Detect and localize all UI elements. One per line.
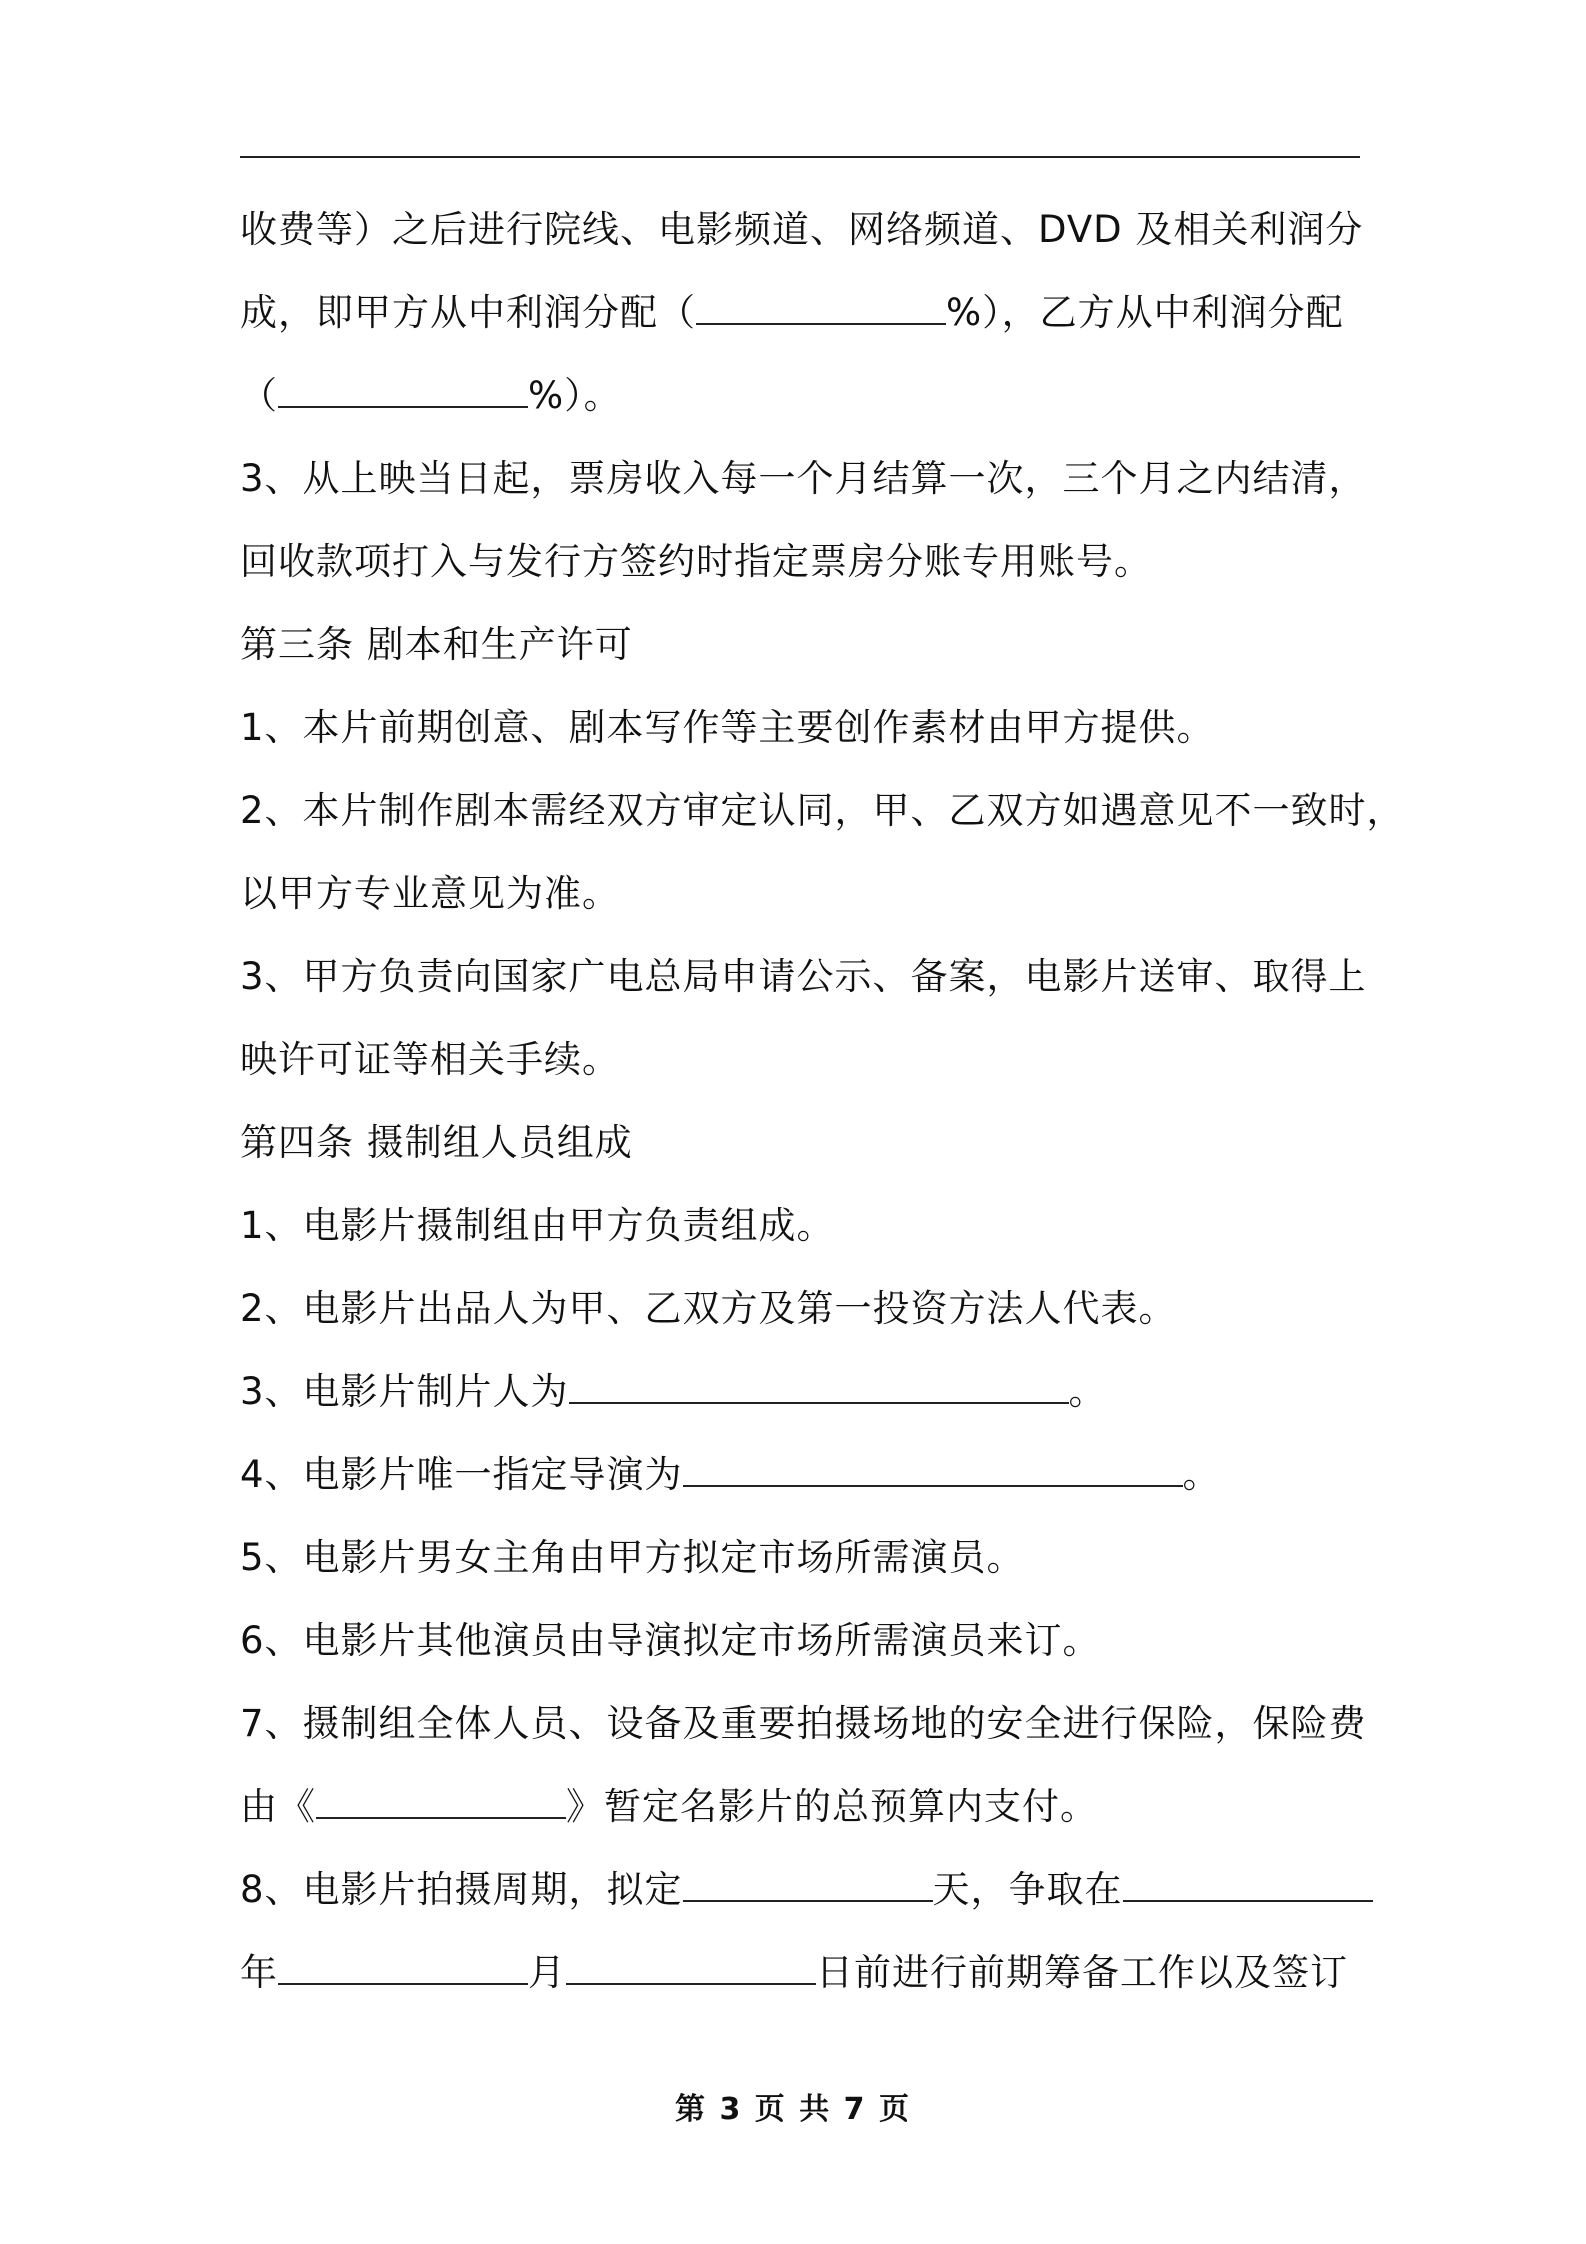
text-line xyxy=(240,869,1400,919)
text-segment: 日前进行前期筹备工作以及签订 xyxy=(816,1951,1348,1994)
text-line xyxy=(240,952,1400,1002)
text-line xyxy=(240,1450,1400,1500)
text-segment: 》暂定名影片的总预算内支付。 xyxy=(566,1785,1098,1828)
fill-in-blank xyxy=(683,1870,933,1902)
text-line xyxy=(240,1201,1400,1251)
fill-in-blank xyxy=(696,293,946,325)
fill-in-blank xyxy=(1123,1870,1373,1902)
text-segment: 月 xyxy=(528,1951,566,1994)
text-line xyxy=(240,205,1400,255)
text-segment: 。 xyxy=(1068,1370,1107,1413)
text-line xyxy=(240,1616,1400,1666)
text-segment: 天，争取在 xyxy=(932,1868,1123,1911)
fill-in-blank xyxy=(278,376,528,408)
text-segment: %）。 xyxy=(528,374,622,417)
text-segment: 年 xyxy=(240,1951,278,1994)
text-segment: 1、本片前期创意、剧本写作等主要创作素材由甲方提供。 xyxy=(240,706,1215,749)
text-line xyxy=(240,1284,1400,1334)
text-segment: 映许可证等相关手续。 xyxy=(240,1038,620,1081)
text-segment: 3、从上映当日起，票房收入每一个月结算一次，三个月之内结清， xyxy=(240,457,1367,500)
fill-in-blank xyxy=(569,1372,1069,1404)
text-line xyxy=(240,786,1405,836)
text-line xyxy=(240,1533,1400,1583)
fill-in-blank xyxy=(316,1787,566,1819)
fill-in-blank xyxy=(566,1953,816,1985)
text-segment: 2、本片制作剧本需经双方审定认同，甲、乙双方如遇意见不一致时， xyxy=(240,789,1405,832)
text-line xyxy=(240,1865,1400,1915)
section-heading xyxy=(240,620,1400,670)
text-segment: 1、电影片摄制组由甲方负责组成。 xyxy=(240,1204,835,1247)
text-segment: 5、电影片男女主角由甲方拟定市场所需演员。 xyxy=(240,1536,1025,1579)
text-segment: 第四条 摄制组人员组成 xyxy=(240,1121,633,1164)
text-segment: 3、甲方负责向国家广电总局申请公示、备案，电影片送审、取得上 xyxy=(240,955,1367,998)
text-segment: 7、摄制组全体人员、设备及重要拍摄场地的安全进行保险，保险费 xyxy=(240,1702,1367,1745)
text-segment: 4、电影片唯一指定导演为 xyxy=(240,1453,683,1496)
text-line xyxy=(240,288,1400,338)
text-line xyxy=(240,1035,1400,1085)
text-segment: %），乙方从中利润分配 xyxy=(946,291,1344,334)
text-segment: （ xyxy=(240,374,278,417)
section-heading xyxy=(240,1118,1400,1168)
page-number-footer: 第 3 页 共 7 页 xyxy=(675,2092,911,2127)
header-divider xyxy=(240,156,1360,158)
fill-in-blank xyxy=(683,1455,1183,1487)
text-segment: 2、电影片出品人为甲、乙双方及第一投资方法人代表。 xyxy=(240,1287,1177,1330)
text-line xyxy=(240,537,1400,587)
text-line xyxy=(240,1782,1400,1832)
text-line xyxy=(240,371,1400,421)
fill-in-blank xyxy=(278,1953,528,1985)
text-line xyxy=(240,1367,1400,1417)
text-segment: 收费等）之后进行院线、电影频道、网络频道、DVD 及相关利润分 xyxy=(240,208,1364,251)
text-line xyxy=(240,454,1400,504)
text-segment: 以甲方专业意见为准。 xyxy=(240,872,620,915)
text-line xyxy=(240,1948,1400,1998)
text-segment: 成，即甲方从中利润分配（ xyxy=(240,291,696,334)
text-segment: 回收款项打入与发行方签约时指定票房分账专用账号。 xyxy=(240,540,1152,583)
text-segment: 由《 xyxy=(240,1785,316,1828)
text-segment: 3、电影片制片人为 xyxy=(240,1370,569,1413)
text-segment: 。 xyxy=(1182,1453,1221,1496)
text-segment: 第三条 剧本和生产许可 xyxy=(240,623,633,666)
text-segment: 6、电影片其他演员由导演拟定市场所需演员来订。 xyxy=(240,1619,1101,1662)
text-segment: 8、电影片拍摄周期，拟定 xyxy=(240,1868,683,1911)
text-line xyxy=(240,1699,1400,1749)
text-line xyxy=(240,703,1400,753)
